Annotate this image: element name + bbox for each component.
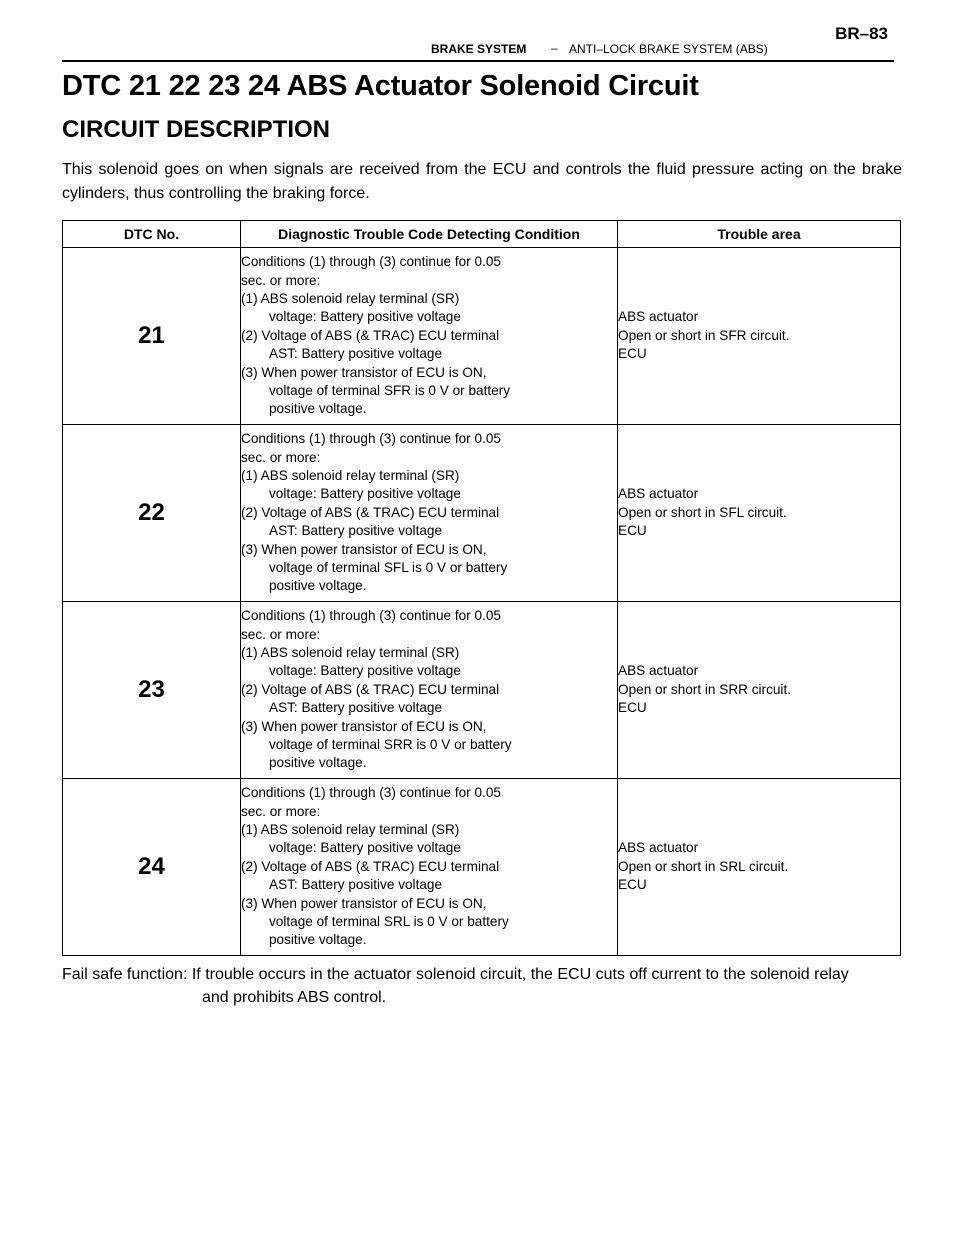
- condition-line: sec. or more:: [241, 449, 321, 465]
- fail-safe-text: If trouble occurs in the actuator solenoid circuit, the ECU cuts off current to the solenoid relay: [191, 966, 849, 983]
- fail-safe-note: [62, 963, 902, 1009]
- trouble-area-line: ECU: [618, 523, 647, 539]
- trouble-area-line: ABS actuator: [618, 309, 699, 325]
- trouble-area-line: ABS actuator: [618, 486, 699, 502]
- condition-line: Conditions (1) through (3) continue for 0.05: [241, 431, 501, 447]
- condition-line: sec. or more:: [241, 803, 321, 819]
- table-header-row: [63, 221, 901, 248]
- trouble-area: [618, 248, 901, 425]
- condition-line: Conditions (1) through (3) continue for 0.05: [241, 785, 501, 801]
- trouble-area-line: ECU: [618, 700, 647, 716]
- header-section: BRAKE SYSTEM: [431, 42, 527, 56]
- fail-safe-continuation: and prohibits ABS control.: [202, 989, 387, 1006]
- condition-line: voltage of terminal SRR is 0 V or battery: [269, 737, 512, 753]
- detecting-condition: [241, 602, 618, 779]
- condition-line: (3) When power transistor of ECU is ON,: [241, 895, 487, 911]
- condition-line: positive voltage.: [269, 578, 367, 594]
- trouble-area-line: Open or short in SRL circuit.: [618, 858, 789, 874]
- condition-line: voltage: Battery positive voltage: [269, 663, 461, 679]
- condition-line: AST: Battery positive voltage: [269, 523, 443, 539]
- condition-line: positive voltage.: [269, 755, 367, 771]
- table-body: [63, 248, 901, 956]
- dtc-number: 23: [63, 602, 241, 779]
- column-header-dtc: DTC No.: [63, 221, 241, 248]
- table-row: [63, 602, 901, 779]
- condition-line: voltage of terminal SFR is 0 V or battery: [269, 383, 511, 399]
- table-row: [63, 248, 901, 425]
- condition-line: positive voltage.: [269, 401, 367, 417]
- condition-line: voltage of terminal SRL is 0 V or battery: [269, 914, 509, 930]
- fail-safe-label: Fail safe function:: [62, 966, 188, 983]
- condition-line: sec. or more:: [241, 626, 321, 642]
- trouble-area-line: ECU: [618, 346, 647, 362]
- trouble-area-line: Open or short in SFR circuit.: [618, 327, 790, 343]
- condition-line: positive voltage.: [269, 932, 367, 948]
- page-number: BR–83: [835, 24, 888, 43]
- condition-line: (2) Voltage of ABS (& TRAC) ECU terminal: [241, 327, 500, 343]
- page-title: DTC 21 22 23 24 ABS Actuator Solenoid Circuit: [62, 70, 699, 102]
- condition-line: (2) Voltage of ABS (& TRAC) ECU terminal: [241, 504, 500, 520]
- table-row: [63, 425, 901, 602]
- trouble-area-line: ABS actuator: [618, 663, 699, 679]
- condition-line: AST: Battery positive voltage: [269, 877, 443, 893]
- condition-line: (1) ABS solenoid relay terminal (SR): [241, 821, 460, 837]
- condition-line: (3) When power transistor of ECU is ON,: [241, 718, 487, 734]
- condition-line: (3) When power transistor of ECU is ON,: [241, 364, 487, 380]
- condition-line: AST: Battery positive voltage: [269, 700, 443, 716]
- trouble-area-line: Open or short in SRR circuit.: [618, 681, 792, 697]
- detecting-condition: [241, 779, 618, 956]
- detecting-condition: [241, 248, 618, 425]
- header-dash: –: [551, 41, 558, 55]
- condition-line: voltage of terminal SFL is 0 V or battery: [269, 560, 508, 576]
- column-header-area: Trouble area: [618, 221, 901, 248]
- trouble-area: [618, 602, 901, 779]
- condition-line: (1) ABS solenoid relay terminal (SR): [241, 644, 460, 660]
- condition-line: sec. or more:: [241, 272, 321, 288]
- trouble-area-line: Open or short in SFL circuit.: [618, 504, 787, 520]
- condition-line: voltage: Battery positive voltage: [269, 840, 461, 856]
- header-subsection: ANTI–LOCK BRAKE SYSTEM (ABS): [569, 42, 768, 56]
- section-heading: CIRCUIT DESCRIPTION: [62, 116, 331, 143]
- trouble-area-line: ABS actuator: [618, 840, 699, 856]
- condition-line: (2) Voltage of ABS (& TRAC) ECU terminal: [241, 858, 500, 874]
- column-header-condition: Diagnostic Trouble Code Detecting Condition: [241, 221, 618, 248]
- intro-paragraph: This solenoid goes on when signals are received from the ECU and controls the fluid pressure acting on the brake cylinders, thus controlling the braking force.: [62, 161, 902, 202]
- page-header: [62, 22, 894, 62]
- condition-line: (3) When power transistor of ECU is ON,: [241, 541, 487, 557]
- condition-line: voltage: Battery positive voltage: [269, 486, 461, 502]
- trouble-area: [618, 425, 901, 602]
- table-row: [63, 779, 901, 956]
- dtc-number: 21: [63, 248, 241, 425]
- condition-line: (1) ABS solenoid relay terminal (SR): [241, 290, 460, 306]
- condition-line: voltage: Battery positive voltage: [269, 309, 461, 325]
- trouble-area-line: ECU: [618, 877, 647, 893]
- condition-line: AST: Battery positive voltage: [269, 346, 443, 362]
- dtc-number: 22: [63, 425, 241, 602]
- condition-line: (1) ABS solenoid relay terminal (SR): [241, 467, 460, 483]
- condition-line: Conditions (1) through (3) continue for 0.05: [241, 254, 501, 270]
- condition-line: Conditions (1) through (3) continue for 0.05: [241, 608, 501, 624]
- trouble-area: [618, 779, 901, 956]
- dtc-number: 24: [63, 779, 241, 956]
- detecting-condition: [241, 425, 618, 602]
- dtc-table: [62, 220, 901, 956]
- condition-line: (2) Voltage of ABS (& TRAC) ECU terminal: [241, 681, 500, 697]
